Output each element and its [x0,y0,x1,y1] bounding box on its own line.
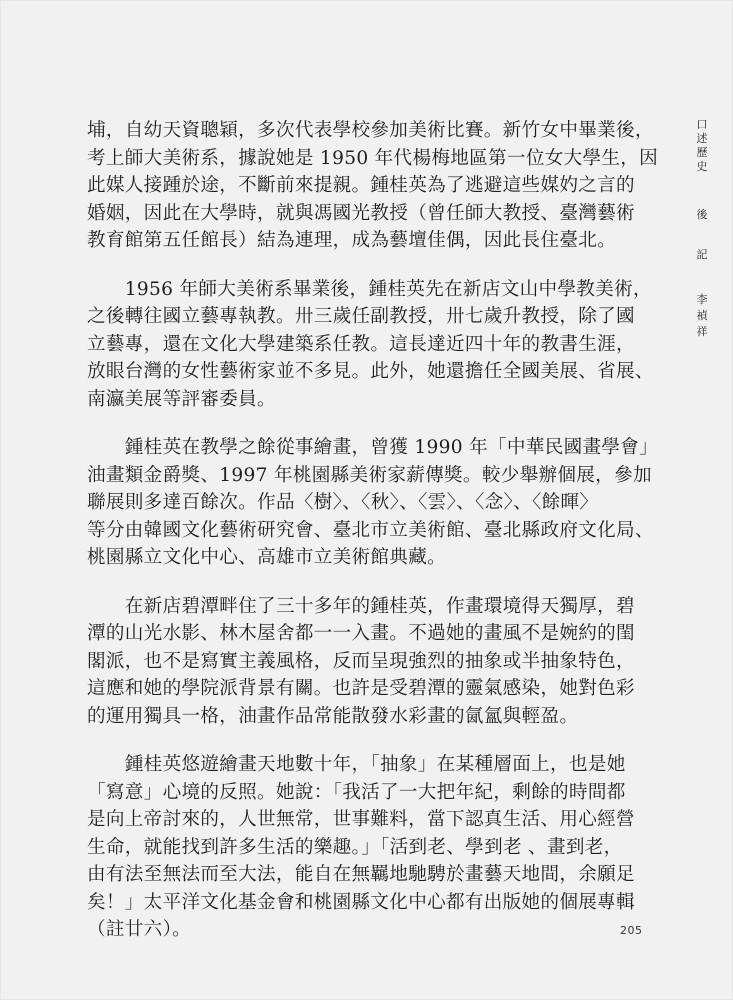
text-line: 桃園縣立文化中心、高雄市立美術館典藏。 [87,547,446,568]
text-line: 此媒人接踵於途，不斷前來提親。鍾桂英為了逃避這些媒妁之言的 [87,175,635,196]
text-line: 生命，就能找到許多生活的樂趣。」「活到老、學到老 、畫到老， [87,836,623,858]
text-line: 等分由韓國文化藝術研究會、臺北市立美術館、臺北縣政府文化局、 [87,519,654,541]
author-char: 祥 [696,325,708,338]
paragraph-2 [87,276,654,414]
title-char: 口 [696,118,708,131]
text-line: 在新店碧潭畔住了三十多年的鍾桂英，作畫環境得天獨厚，碧 [87,595,635,617]
text-line: 是向上帝討來的，人世無常，世事難料，當下認真生活、用心經營 [87,809,635,830]
text-line: 閣派，也不是寫實主義風格，反而呈現強烈的抽象或半抽象特色， [87,650,635,672]
text-line: 南瀛美展等評審委員。 [87,388,276,410]
text-line: 之後轉往國立藝專執教。卅三歲任副教授，卅七歲升教授，除了國 [87,306,635,327]
text-line: 鍾桂英在教學之餘從事繪畫，曾獲 1990 年「中華民國畫學會」 [87,437,659,458]
text-line: 聯展則多達百餘次。作品〈樹〉、〈秋〉、〈雲〉、〈念〉、〈餘暉〉 [87,492,599,513]
paragraph-3 [87,434,659,572]
text-line: 1956 年師大美術系畢業後，鍾桂英先在新店文山中學教美術， [87,278,652,300]
paragraph-5 [87,751,635,944]
section-label-post [690,208,714,222]
text-line: 由有法至無法而至大法，能自在無羈地馳騁於畫藝天地間，余願足 [87,864,635,885]
text-line: 這應和她的學院派背景有關。也許是受碧潭的靈氣感染，她對色彩 [87,678,635,699]
section-char: 後 [696,208,708,221]
author-char: 禎 [696,309,708,322]
text-line: 婚姻，因此在大學時，就與馮國光教授（曾任師大教授、臺灣藝術 [87,202,635,224]
text-line: 「寫意」心境的反照。她說：「我活了一大把年紀，剩餘的時間都 [87,781,626,803]
paragraph-1 [87,117,659,255]
text-line: 埔，自幼天資聰穎，多次代表學校參加美術比賽。新竹女中畢業後， [87,120,654,141]
section-label-ji [690,248,714,262]
text-line: 油畫類金爵獎、1997 年桃園縣美術家薪傳獎。較少舉辦個展，參加 [87,464,652,486]
text-line: 的運用獨具一格，油畫作品常能散發水彩畫的氤氳與輕盈。 [87,705,579,727]
page-number: 205 [620,924,643,937]
text-line: 潭的山光水影、林木屋舍都一一入畫。不過她的畫風不是婉約的閨 [87,623,635,644]
paragraph-4 [87,593,635,731]
text-line: 放眼台灣的女性藝術家並不多見。此外，她還擔任全國美展、省展、 [87,361,654,382]
author-char: 李 [696,293,708,306]
book-title-vertical [690,118,714,174]
title-char: 歷 [696,146,708,159]
text-line: 考上師大美術系，據說她是 1950 年代楊梅地區第一位女大學生，因 [87,147,659,169]
text-line: 教育館第五任館長）結為連理，成為藝壇佳偶，因此長住臺北。 [87,230,617,251]
section-char: 記 [696,248,708,261]
text-line: 立藝專，還在文化大學建築系任教。這長達近四十年的教書生涯， [87,333,635,355]
text-line: 鍾桂英悠遊繪畫天地數十年，「抽象」在某種層面上，也是她 [87,754,626,775]
text-line: 矣！」太平洋文化基金會和桃園縣文化中心都有出版她的個展專輯 [87,891,635,913]
text-line: （註廿六）。 [87,919,192,940]
body-text [87,117,659,965]
title-char: 述 [696,132,708,145]
title-char: 史 [696,160,708,173]
author-name-vertical [690,292,714,340]
